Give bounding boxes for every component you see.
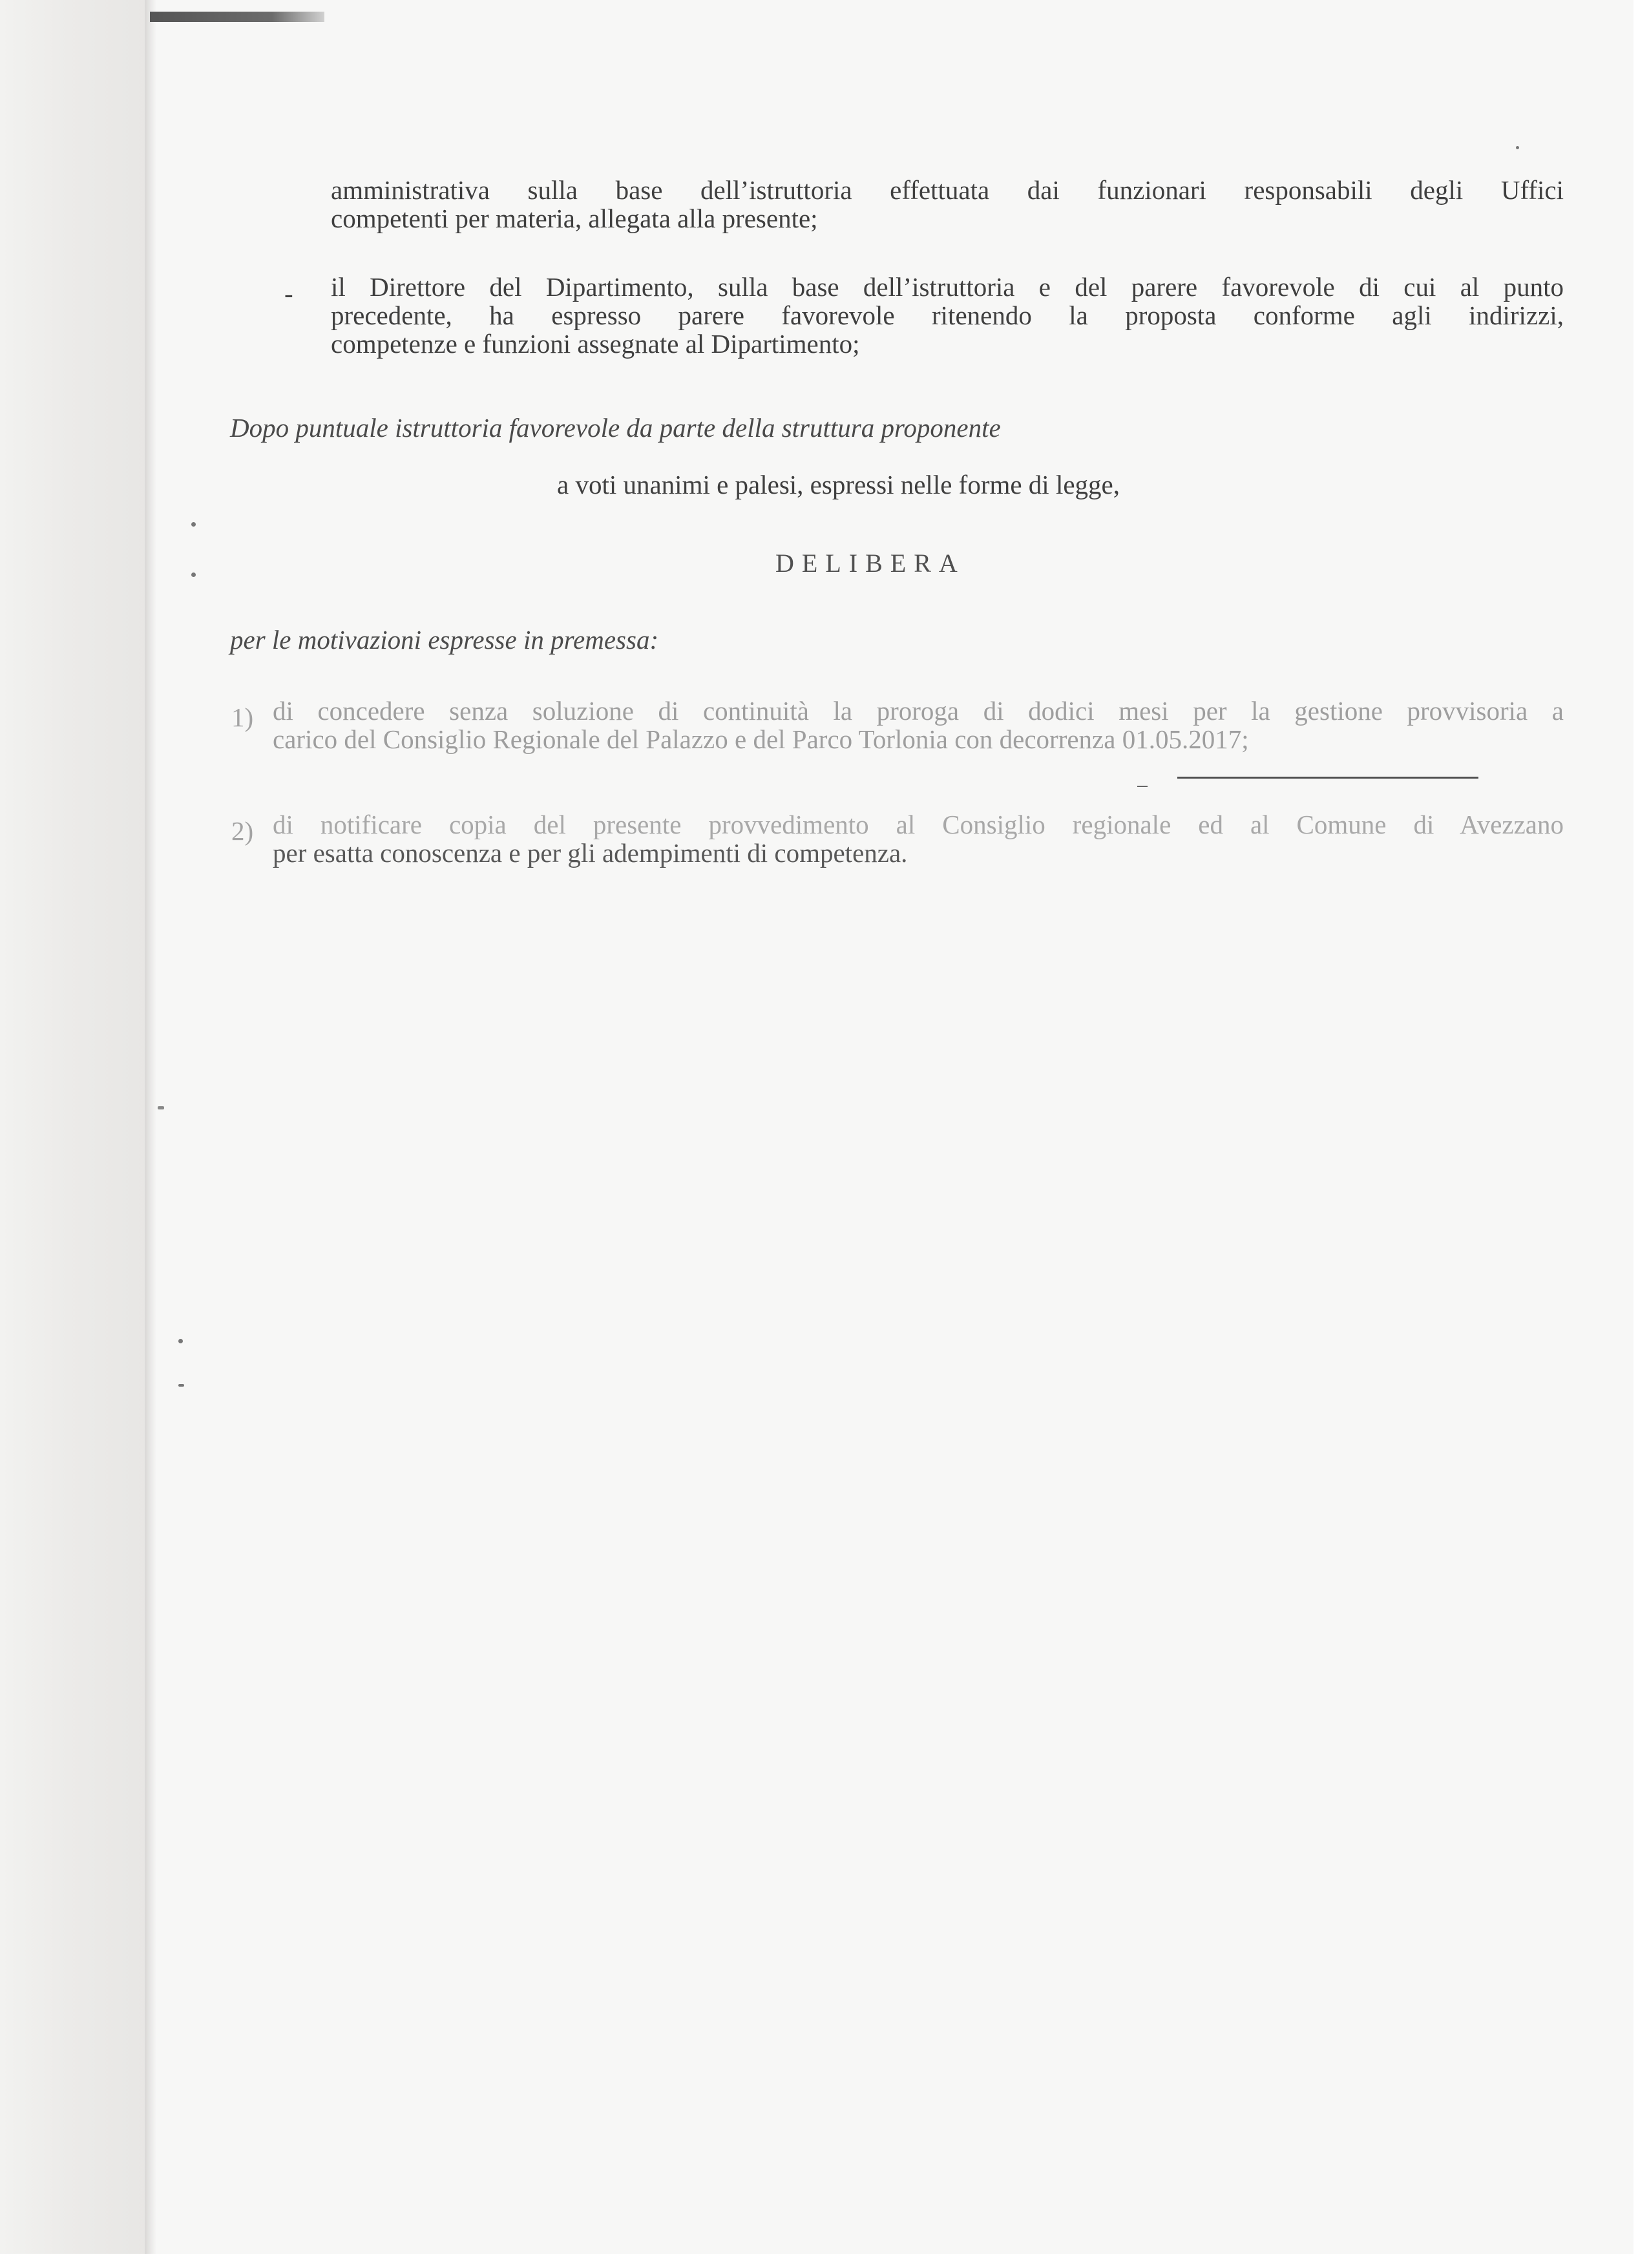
scan-edge-strip — [150, 12, 324, 22]
paragraph-direttore — [331, 273, 1564, 358]
item-line: di notificare copia del presente provvedimento al Consiglio regionale ed al Comune di Avezzano — [273, 810, 1564, 839]
paragraph-line: competenti per materia, allegata alla presente; — [331, 204, 818, 233]
intro-line: Dopo puntuale istruttoria favorevole da parte della struttura proponente — [230, 413, 1001, 443]
fold-shadow — [145, 0, 156, 2268]
item-number: 2) — [231, 816, 254, 846]
item-line: carico del Consiglio Regionale del Palazzo e del Parco Torlonia con decorrenza 01.05.2017; — [273, 724, 1249, 754]
page-border-bottom — [0, 2254, 1649, 2268]
scan-speck — [191, 522, 196, 527]
scan-speck — [178, 1339, 183, 1343]
item-proroga — [273, 697, 1564, 753]
hand-underline — [1177, 777, 1478, 779]
paragraph-line: precedente, ha espresso parere favorevole ritenendo la proposta conforme agli indirizzi, — [331, 300, 1564, 330]
page-border-right — [1633, 0, 1649, 2268]
scan-speck — [1516, 146, 1519, 149]
motivation-line: per le motivazioni espresse in premessa: — [230, 625, 659, 655]
binding-margin — [0, 0, 150, 2268]
scan-speck — [158, 1106, 164, 1109]
item-line: per esatta conoscenza e per gli adempimenti di competenza. — [273, 838, 908, 868]
scan-speck — [191, 572, 196, 577]
paragraph-istruttoria — [331, 176, 1564, 233]
vote-line: a voti unanimi e palesi, espressi nelle forme di legge, — [557, 470, 1120, 499]
item-number: 1) — [231, 702, 254, 732]
delibera-heading: DELIBERA — [775, 549, 965, 578]
scan-speck — [178, 1384, 184, 1387]
bullet-dash: - — [284, 278, 293, 308]
item-line: di concedere senza soluzione di continuità la proroga di dodici mesi per la gestione provvisoria a — [273, 696, 1564, 726]
paragraph-line: amministrativa sulla base dell’istruttoria effettuata dai funzionari responsabili degli Uffici — [331, 175, 1564, 205]
paragraph-line: il Direttore del Dipartimento, sulla base dell’istruttoria e del parere favorevole di cui al punto — [331, 272, 1564, 302]
hand-mark — [1137, 786, 1148, 787]
item-notifica — [273, 810, 1564, 867]
paragraph-line: competenze e funzioni assegnate al Dipartimento; — [331, 329, 860, 359]
